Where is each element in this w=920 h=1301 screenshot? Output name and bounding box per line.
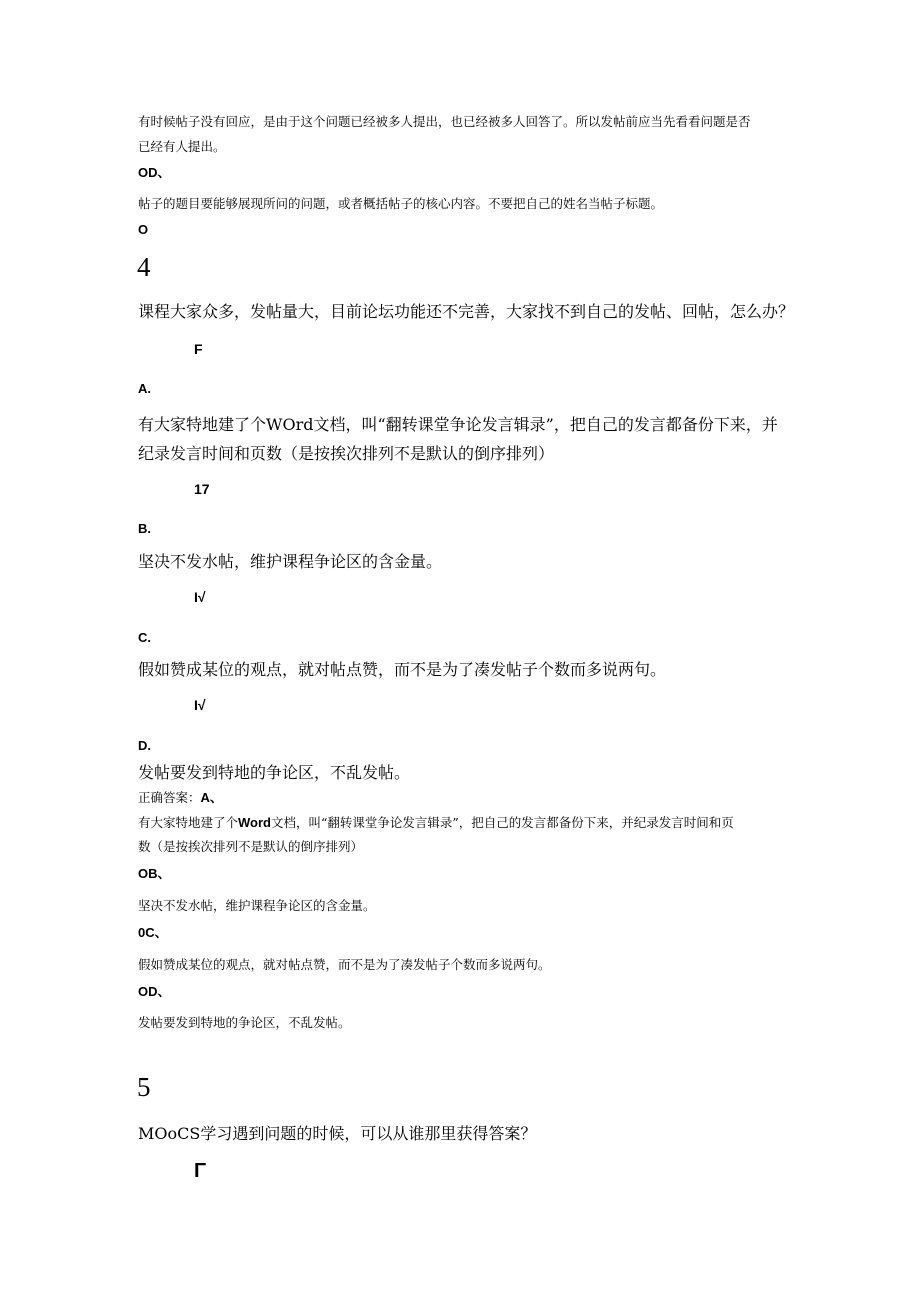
question-5-text: MOoCS学习遇到问题的时候，可以从谁那里获得答案？ xyxy=(138,1124,537,1143)
oc-text: 假如赞成某位的观点，就对帖点赞，而不是为了凑发帖子个数而多说两句。 xyxy=(138,957,551,972)
option-c-mark: I√ xyxy=(194,697,206,713)
answer-a-line-1 xyxy=(138,816,734,830)
oc-label: 0C、 xyxy=(138,925,168,940)
option-d-text: 发帖要发到特地的争论区，不乱发帖。 xyxy=(138,763,411,782)
answer-a-line-2: 数（是按挨次排列不是默认的倒序排列） xyxy=(138,839,364,854)
option-a-line-1: 有大家特地建了个WOrd文档，叫“翻转课堂争论发言辑录”，把自己的发言都备份下来，并 xyxy=(138,415,778,434)
option-a-line-2: 纪录发言时间和页数（是按挨次排列不是默认的倒序排列） xyxy=(138,444,555,463)
option-a-label: A. xyxy=(138,381,151,396)
od-answer-label: OD、 xyxy=(138,984,171,999)
correct-answer-value: A、 xyxy=(200,790,223,805)
question-5-mark: Γ xyxy=(194,1160,207,1182)
correct-answer-prefix: 正确答案： xyxy=(138,790,201,805)
od-answer-text: 发帖要发到特地的争论区，不乱发帖。 xyxy=(138,1015,351,1030)
correct-answer-line xyxy=(138,791,223,805)
option-c-label: C. xyxy=(138,630,151,645)
option-b-label: B. xyxy=(138,521,151,536)
option-d-label: D. xyxy=(138,738,151,753)
note-line-1: 有时候帖子没有回应，是由于这个问题已经被多人提出，也已经被多人回答了。所以发帖前应当先看看问题是否 xyxy=(138,114,751,129)
question-number-5: 5 xyxy=(137,1072,151,1102)
option-b-mark: I√ xyxy=(194,589,206,605)
question-4-text: 课程大家众多，发帖量大，目前论坛功能还不完善，大家找不到自己的发帖、回帖，怎么办？ xyxy=(138,302,795,321)
question-number-4: 4 xyxy=(137,252,151,282)
option-c-text: 假如赞成某位的观点，就对帖点赞，而不是为了凑发帖子个数而多说两句。 xyxy=(138,660,667,679)
option-a-mark: 17 xyxy=(194,481,210,497)
o-marker: O xyxy=(138,222,149,237)
note-line-2: 已经有人提出。 xyxy=(138,139,226,154)
ob-label: OB、 xyxy=(138,866,171,881)
od-label: OD、 xyxy=(138,165,171,180)
od-text: 帖子的题目要能够展现所问的问题，或者概括帖子的核心内容。不要把自己的姓名当帖子标题。 xyxy=(138,196,664,211)
option-b-text: 坚决不发水帖，维护课程争论区的含金量。 xyxy=(138,552,443,571)
answer-a-line-1-post: 文档，叫“翻转课堂争论发言辑录”，把自己的发言都备份下来，并纪录发言时间和页 xyxy=(271,815,734,830)
answer-a-word: Word xyxy=(238,815,271,830)
answer-mark: F xyxy=(194,341,203,357)
ob-text: 坚决不发水帖，维护课程争论区的含金量。 xyxy=(138,898,376,913)
answer-a-line-1-pre: 有大家特地建了个 xyxy=(138,815,239,830)
